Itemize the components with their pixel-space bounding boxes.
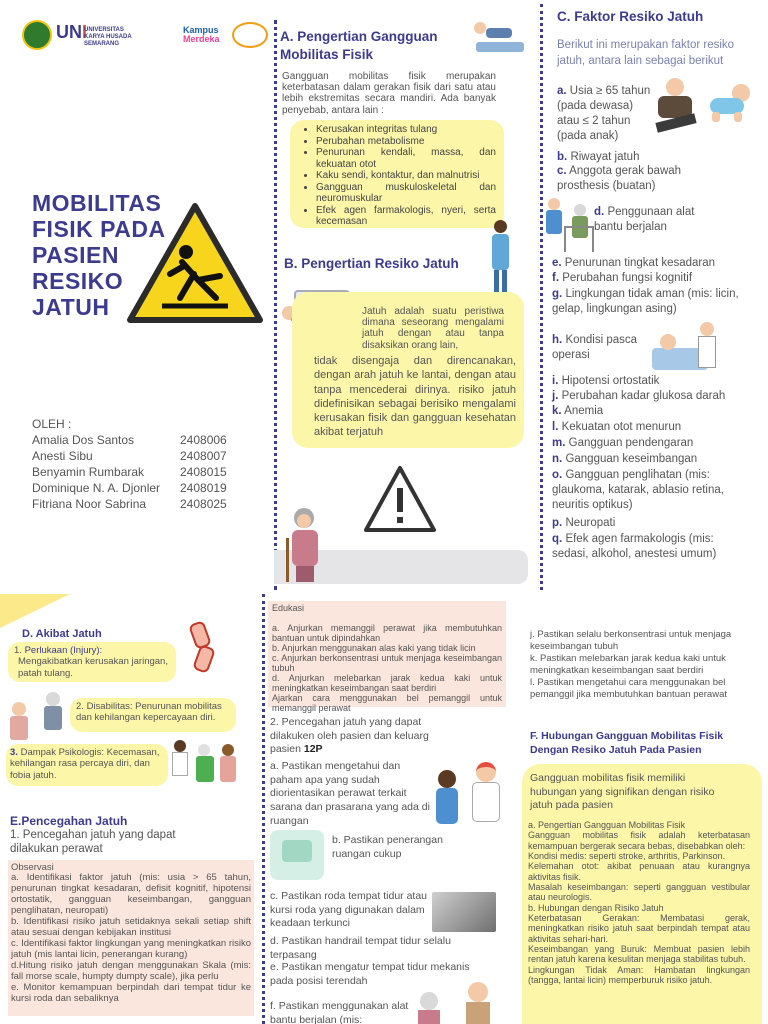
falling-elder-illustration xyxy=(650,76,704,134)
risk-factor-p: p. Neuropati xyxy=(552,517,616,529)
psychological-illustration xyxy=(170,738,240,788)
section-d-title: D. Akibat Jatuh xyxy=(22,628,102,640)
room-light-illustration xyxy=(270,830,324,880)
risk-factor-c: c. Anggota gerak bawah prosthesis (buatan) xyxy=(557,165,682,192)
pasien-j: j. Pastikan selalu berkonsentrasi untuk menjaga keseimbangan tubuh xyxy=(530,629,732,652)
risk-factor-e: e. Penurunan tingkat kesadaran xyxy=(552,257,716,269)
risk-factor-i: i. Hipotensi ortostatik xyxy=(552,375,660,387)
author-row: Anesti Sibu 2408007 xyxy=(32,449,227,463)
university-logo xyxy=(22,20,52,50)
section-a-body: Gangguan mobilitas fisik merupakan keterbatasan dalam gerakan fisik dari satu atau lebih ekstremitas secara mandiri. Ada banyak penyebab, antara lain : xyxy=(282,71,496,116)
risk-factor-k: k. Anemia xyxy=(552,405,604,417)
section-c-title: C. Faktor Resiko Jatuh xyxy=(557,9,704,24)
authors-label: OLEH : xyxy=(32,417,72,431)
risk-factor-a: a. Usia ≥ 65 tahun (pada dewasa) atau ≤ 2 tahun (pada anak) xyxy=(557,85,651,142)
section-a-causes: • Kerusakan integritas tulang • Perubahan metabolisme • Penurunan kendali, massa, dan kekuatan otot • Kaku sendi, kontaktur, dan malnutrisi • Gangguan muskuloskeletal dan neuromuskular • Efek agen farmakologis, nyeri, serta kecemasan xyxy=(290,120,504,228)
pasien-d: d. Pastikan handrail tempat tidur selalu terpasang xyxy=(270,935,451,961)
caution-icon xyxy=(362,464,438,534)
section-f-body: a. Pengertian Gangguan Mobilitas Fisik Gangguan mobilitas fisik adalah keterbatasan kemampuan bergerak secara bebas, disebabkan oleh: Kondisi medis: seperti stroke, arthritis, Parkinson. Kelemahan otot: akibat penuaan atau kurangnya aktivitas fisik. Masalah keseimbangan: seperti gangguan vestibular atau neurologis. b. Hubungan dengan Risiko Jatuh Keterbatasan Gerakan: Membatasi gerak, meningkatkan risiko jatuh saat berpindah tempat atau aktivitas sehari-hari. Keseimbangan yang Buruk: Membuat pasien lebih rentan jatuh karena kesulitan menjaga stabilitas tubuh. Lingkungan Tidak Aman: Hambatan lingkungan (tangga, lantai licin) memperburuk risiko jatuh. xyxy=(528,820,750,986)
risk-factor-q: q. Efek agen farmakologis (mis: sedasi, alkohol, anestesi umum) xyxy=(552,533,717,560)
section-a-title: A. Pengertian Gangguan Mobilitas Fisik xyxy=(280,29,438,63)
risk-factor-b: b. Riwayat jatuh xyxy=(557,151,640,163)
crawling-baby-illustration xyxy=(706,84,760,126)
disability-illustration xyxy=(10,692,70,744)
slip-warning-icon xyxy=(124,200,266,328)
risk-factor-h: h. Kondisi pasca operasi xyxy=(552,334,638,361)
section-c-intro: Berikut ini merupakan faktor resiko jatuh, antara lain sebagai berikut xyxy=(557,39,735,68)
walker-illustration xyxy=(546,196,596,254)
effect-2: 2. Disabilitas: Penurunan mobilitas dan kehilangan kepercayaan diri. xyxy=(70,698,236,732)
doctor-illustration xyxy=(470,18,528,56)
author-row: Benyamin Rumbarak 2408015 xyxy=(32,465,227,479)
section-b-title: B. Pengertian Resiko Jatuh xyxy=(284,256,459,271)
section-e-sub1: 1. Pencegahan jatuh yang dapat dilakukan perawat xyxy=(10,829,176,856)
cover-title: MOBILITAS FISIK PADA PASIEN RESIKO JATUH xyxy=(32,190,166,320)
partner-logo xyxy=(232,22,268,48)
risk-factor-l: l. Kekuatan otot menurun xyxy=(552,421,682,433)
pasien-l: l. Pastikan mengetahui cara menggunakan bel pemanggil jika membutuhkan bantuan perawat xyxy=(530,677,727,700)
yellow-corner xyxy=(0,594,70,628)
pasien-k: k. Pastikan melebarkan jarak kedua kaki untuk meningkatkan keseimbangan saat berdiri xyxy=(530,653,726,676)
divider-bottom xyxy=(262,594,265,1024)
risk-factor-o: o. Gangguan penglihatan (mis: glaukoma, katarak, ablasio retina, neuritis optikus) xyxy=(552,469,724,511)
pasien-title: 2. Pencegahan jatuh yang dapat dilakuken oleh pasien dan keluarg pasien 12P xyxy=(270,716,429,756)
risk-factor-j: j. Perubahan kadar glukosa darah xyxy=(552,390,726,402)
effect-3: 3. Dampak Psikologis: Kecemasan, kehilangan rasa percaya diri, dan fobia jatuh. xyxy=(6,744,168,786)
wheel-lock-photo xyxy=(432,892,496,932)
risk-factor-n: n. Gangguan keseimbangan xyxy=(552,453,698,465)
elderly-couple-illustration xyxy=(414,982,494,1024)
uni-name: UNIVERSITAS KARYA HUSADA SEMARANG xyxy=(84,27,132,47)
nurse-illustration xyxy=(486,220,514,296)
divider-top-right xyxy=(540,4,543,590)
uni-brand-logo: UNI xyxy=(56,22,88,42)
patient-nurse-illustration xyxy=(436,762,508,828)
section-b-body-2: tidak disengaja dan direncanakan, dengan arah jatuh ke lantai, dengan atau tanpa mencederai dirinya. risiko jatuh didefinisikan sebagai berisiko mengalami kerusakan fisik dan gangguan kesehatan akibat terjatuh xyxy=(314,355,516,439)
section-f-title: F. Hubungan Gangguan Mobilitas Fisik Dengan Resiko Jatuh Pada Pasien xyxy=(530,730,724,756)
authors-list xyxy=(32,432,227,512)
pasien-b: b. Pastikan penerangan ruangan cukup xyxy=(332,834,443,860)
risk-factor-m: m. Gangguan pendengaran xyxy=(552,437,694,449)
pasien-a: a. Pastikan mengetahui dan paham apa yang sudah diorientasikan perawat terkait sarana dan prasarana yang ada di ruangan xyxy=(270,760,430,827)
divider-top xyxy=(274,20,277,590)
risk-factor-d: d. Penggunaan alat bantu berjalan xyxy=(594,206,695,233)
knee-injury-icon xyxy=(178,622,228,674)
risk-factor-g: g. Lingkungan tidak aman (mis: licin, gelap, lingkungan asing) xyxy=(552,288,739,315)
section-f-intro: Gangguan mobilitas fisik memiliki hubungan yang signifikan dengan risiko jatuh pada pasien xyxy=(530,772,715,812)
pasien-e: e. Pastikan mengatur tempat tidur mekanis pada posisi terendah xyxy=(270,961,470,987)
section-b-body-1: Jatuh adalah suatu peristiwa dimana seseorang mengalami jatuh dengan atau tanpa disaksikan orang lain, xyxy=(362,306,504,351)
author-row: Fitriana Noor Sabrina 2408025 xyxy=(32,497,227,511)
author-row: Dominique N. A. Djonler 2408019 xyxy=(32,481,227,495)
author-row: Amalia Dos Santos 2408006 xyxy=(32,433,227,447)
post-op-illustration xyxy=(652,322,724,374)
elderly-woman-illustration xyxy=(284,508,328,584)
pasien-c: c. Pastikan roda tempat tidur atau kursi roda yang digunakan dalam keadaan terkunci xyxy=(270,890,428,930)
kampus-merdeka-logo: Kampus Merdeka xyxy=(183,25,220,44)
observasi-box: Observasi a. Identifikasi faktor jatuh (mis: usia > 65 tahun, penurunan tingkat kesadaran, defisit kognitif, hipotensi ortostatik, gangguan keseimbangan, gangguan penglihatan, neuropati) b. Identifikasi risiko jatuh setidaknya sekali setiap shift atau sesuai dengan kebijakan institusi c. Identifikasi faktor lingkungan yang meningkatkan risiko jatuh (mis lantai licin, penerangan kurang) d.Hitung risiko jatuh dengan menggunakan Skala (mis: fall morse scale, humpty dumpty scale), jika perlu e. Monitor kemampuan berpindah dari tempat tidur ke kursi roda dan sebaliknya xyxy=(8,860,254,1016)
pasien-f: f. Pastikan menggunakan alat bantu berjalan (mis: xyxy=(270,1000,409,1024)
risk-factor-f: f. Perubahan fungsi kognitif xyxy=(552,272,693,284)
edukasi-box: Edukasi a. Anjurkan memanggil perawat jika membutuhkan bantuan untuk dipindahkan b. Anjurkan menggunakan alas kaki yang tidak licin c. Anjurkan berkonsentrasi untuk menjaga keseimbangan tubuh d. Anjurkan melebarkan jarak kedua kaki untuk meningkatkan keseimbangan saat berdiri Ajarkan cara menggunakan bel pemanggil untuk memanggil perawat xyxy=(268,601,506,707)
effect-1: 1. Perlukaan (Injury): Mengakibatkan kerusakan jaringan, patah tulang. xyxy=(8,642,176,682)
section-e-title: E.Pencegahan Jatuh xyxy=(10,814,128,828)
